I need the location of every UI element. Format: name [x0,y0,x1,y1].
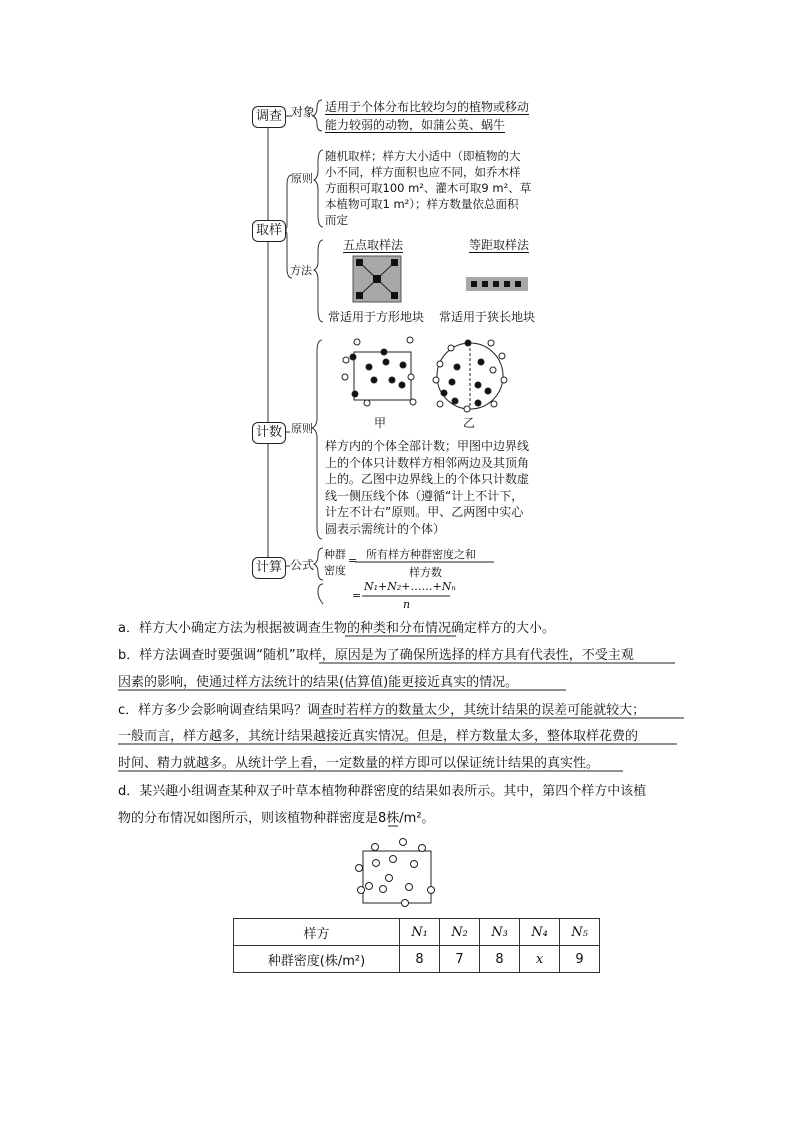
paragraph-d-line1: d．某兴趣小组调查某种双子叶草本植物种群密度的结果如表所示。其中，第四个样方中该植 [118,784,647,799]
five-point-label: 五点取样法 [343,238,404,252]
branch-method: 方法 [290,264,312,277]
formula-equals-2: = [352,589,362,602]
table-cell: 8 [400,946,440,973]
formula-numerator: 所有样方种群密度之和 [366,548,476,561]
node-calculation: 计算 [252,557,286,579]
table-cell: 样方 [234,919,400,946]
table-cell: 种群密度(株/m²) [234,946,400,973]
formula-lhs-bottom: 密度 [324,564,346,577]
equidistant-sampling-figure [466,277,528,291]
branch-principle-counting: 原则 [291,422,313,435]
quadrat-figure [345,835,465,915]
equidistant-label: 等距取样法 [469,238,530,252]
sample-table [233,918,600,973]
figure-yi-label: 乙 [463,416,476,430]
paragraph-c-line2: 一般而言，样方越多，其统计结果越接近真实情况。但是，样方数量太多，整体取样花费的 [118,729,639,744]
paragraph-b-line1: b．样方法调查时要强调“随机”取样，原因是为了确保所选择的样方具有代表性，不受主观 [118,648,634,663]
table-cell: N₂ [440,919,480,946]
paragraph-b-line2: 因素的影响，使通过样方法统计的结果(估算值)能更接近真实的情况。 [118,675,519,690]
branch-principle-sampling: 原则 [291,172,313,185]
paragraph-c-line1: c．样方多少会影响调查结果吗？调查时若样方的数量太少，其统计结果的误差可能就较大； [118,703,646,718]
formula-numerator-2: N₁+N₂+……+Nₙ [364,580,456,593]
counting-principle-text: 样方内的个体全部计数；甲图中边界线 上的个体只计数样方相邻两边及其顶角 上的。乙图中边界线上的个体只计数虚 线一侧压线个体（遵循“计上不计下， 计左不计右”原则。甲、乙两图中实心 圆表示需统计的个体） [325,439,530,536]
node-counting: 计数 [252,422,286,444]
figure-jia-label: 甲 [374,416,387,430]
five-point-use: 常适用于方形地块 [328,310,425,324]
figure-jia [342,337,416,406]
table-cell: N₁ [400,919,440,946]
table-cell: N₅ [560,919,600,946]
node-sampling: 取样 [252,220,286,242]
table-cell: 7 [440,946,480,973]
formula-equals: = [348,554,358,567]
figure-yi [433,340,507,412]
formula-denominator-2: n [403,598,411,611]
paragraph-a: a．样方大小确定方法为根据被调查生物的种类和分布情况确定样方的大小。 [118,621,555,636]
table-cell: N₄ [520,919,560,946]
equidistant-use: 常适用于狭长地块 [439,310,536,324]
table-cell: N₃ [480,919,520,946]
answer-underlines [0,610,794,870]
paragraph-d-line2: 物的分布情况如图所示，则该植物种群密度是8株/m²。 [118,811,435,826]
table-cell: 8 [480,946,520,973]
formula-denominator: 样方数 [409,566,442,579]
table-cell: x [520,946,560,973]
branch-formula: 公式 [290,558,315,572]
sampling-principle-text: 随机取样；样方大小适中（即植物的大 小不同，样方面积也应不同，如乔木样 方面积可取100 m²、灌木可取9 m²、草 本植物可取1 m²）；样方数量依总面积 而定 [325,149,532,227]
object-text: 适用于个体分布比较均匀的植物或移动 能力较弱的动物，如蒲公英、蜗牛 [325,100,530,132]
formula-lhs-top: 种群 [324,548,346,561]
paragraph-c-line3: 时间、精力就越多。从统计学上看，一定数量的样方即可以保证统计结果的真实性。 [118,756,600,771]
node-investigate: 调查 [252,106,286,128]
branch-object: 对象 [291,105,316,119]
table-cell: 9 [560,946,600,973]
table-row [234,946,600,973]
table-header-row [234,919,600,946]
five-point-sampling-figure [353,256,401,302]
